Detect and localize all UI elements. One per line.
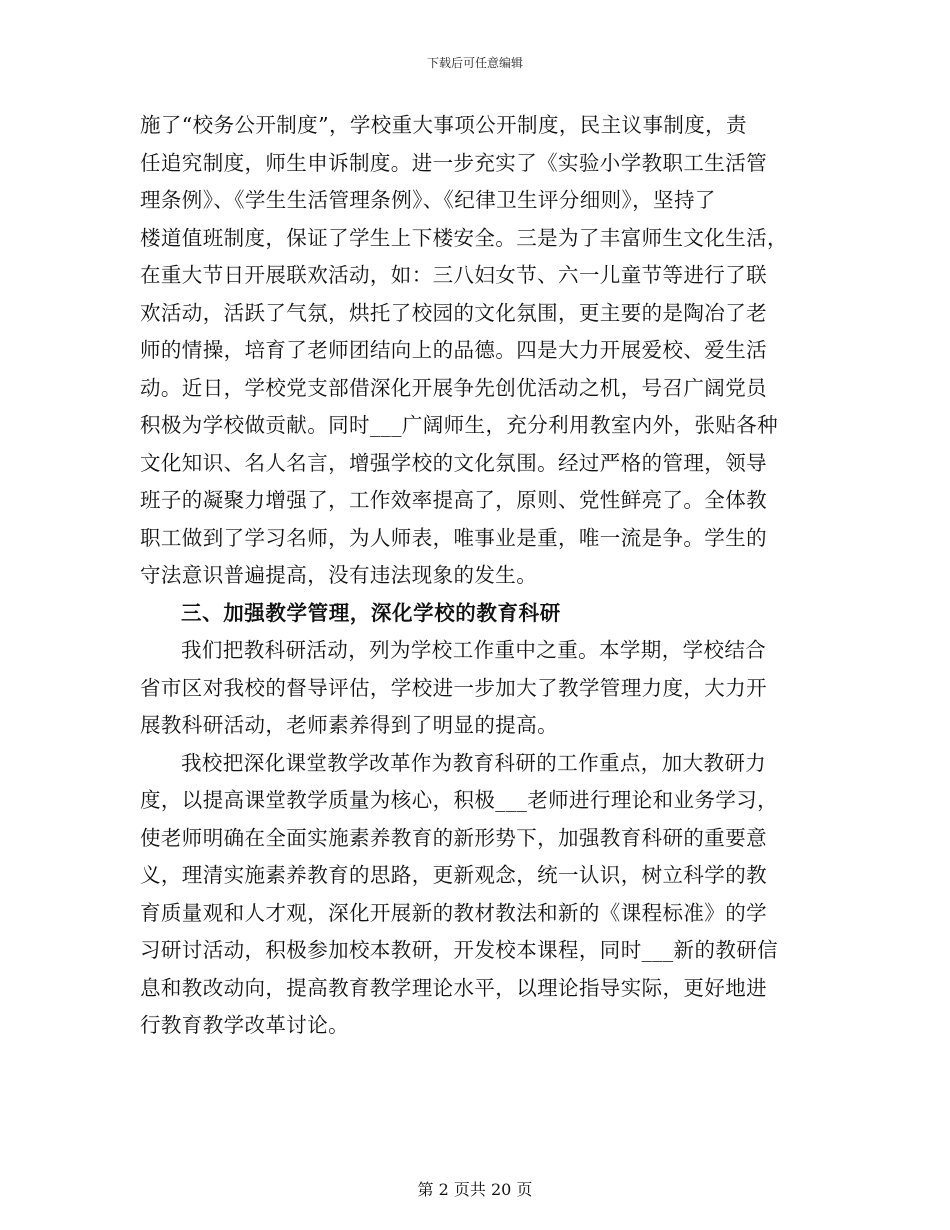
body-line: 职工做到了学习名师，为人师表，唯事业是重，唯一流是争。学生的 <box>140 525 767 550</box>
body-line: 展教科研活动，老师素养得到了明显的提高。 <box>140 713 558 737</box>
body-line: 习研讨活动，积极参加校本教研，开发校本课程，同时___新的教研信 <box>140 938 779 962</box>
document-body <box>140 107 810 1045</box>
body-line: 义，理清实施素养教育的思路，更新观念，统一认识，树立科学的教 <box>140 863 767 887</box>
body-line: 省市区对我校的督导评估，学校进一步加大了教学管理力度，大力开 <box>140 675 767 700</box>
body-line: 积极为学校做贡献。同时___广阔师生，充分利用教室内外，张贴各种 <box>140 413 779 437</box>
body-line: 欢活动，活跃了气氛，烘托了校园的文化氛围，更主要的是陶冶了老 <box>140 300 767 325</box>
body-line: 度，以提高课堂教学质量为核心，积极___老师进行理论和业务学习， <box>140 788 779 812</box>
body-line: 文化知识、名人名言，增强学校的文化氛围。经过严格的管理，领导 <box>140 450 767 475</box>
body-line: 师的情操，培育了老师团结向上的品德。四是大力开展爱校、爱生活 <box>140 338 767 362</box>
body-line: 育质量观和人才观，深化开展新的教材教法和新的《课程标准》的学 <box>140 900 767 925</box>
body-line: 息和教改动向，提高教育教学理论水平，以理论指导实际，更好地进 <box>140 975 767 1000</box>
body-line: 使老师明确在全面实施素养教育的新形势下，加强教育科研的重要意 <box>140 825 767 850</box>
paragraph-first-line: 我校把深化课堂教学改革作为教育科研的工作重点，加大教研力 <box>181 750 767 775</box>
body-line: 班子的凝聚力增强了，工作效率提高了，原则、党性鲜亮了。全体教 <box>140 488 767 512</box>
body-line: 施了“校务公开制度”，学校重大事项公开制度，民主议事制度，责 <box>140 113 747 137</box>
body-line: 楼道值班制度，保证了学生上下楼安全。三是为了丰富师生文化生活， <box>140 225 788 250</box>
body-line: 在重大节日开展联欢活动，如：三八妇女节、六一儿童节等进行了联 <box>140 263 767 287</box>
body-line: 行教育教学改革讨论。 <box>140 1013 349 1037</box>
section-heading: 三、加强教学管理，深化学校的教育科研 <box>181 600 561 625</box>
body-line: 理条例》、《学生生活管理条例》、《纪律卫生评分细则》，坚持了 <box>140 188 716 212</box>
body-line: 任追究制度，师生申诉制度。进一步充实了《实验小学教职工生活管 <box>140 150 767 175</box>
page-header: 下载后可任意编辑 <box>426 56 523 70</box>
body-line: 守法意识普遍提高，没有违法现象的发生。 <box>140 563 538 587</box>
paragraph-first-line: 我们把教科研活动，列为学校工作重中之重。本学期，学校结合 <box>181 638 767 662</box>
body-line: 动。近日，学校党支部借深化开展争先创优活动之机，号召广阔党员 <box>140 375 767 400</box>
page-footer: 第 2 页共 20 页 <box>417 1180 533 1199</box>
